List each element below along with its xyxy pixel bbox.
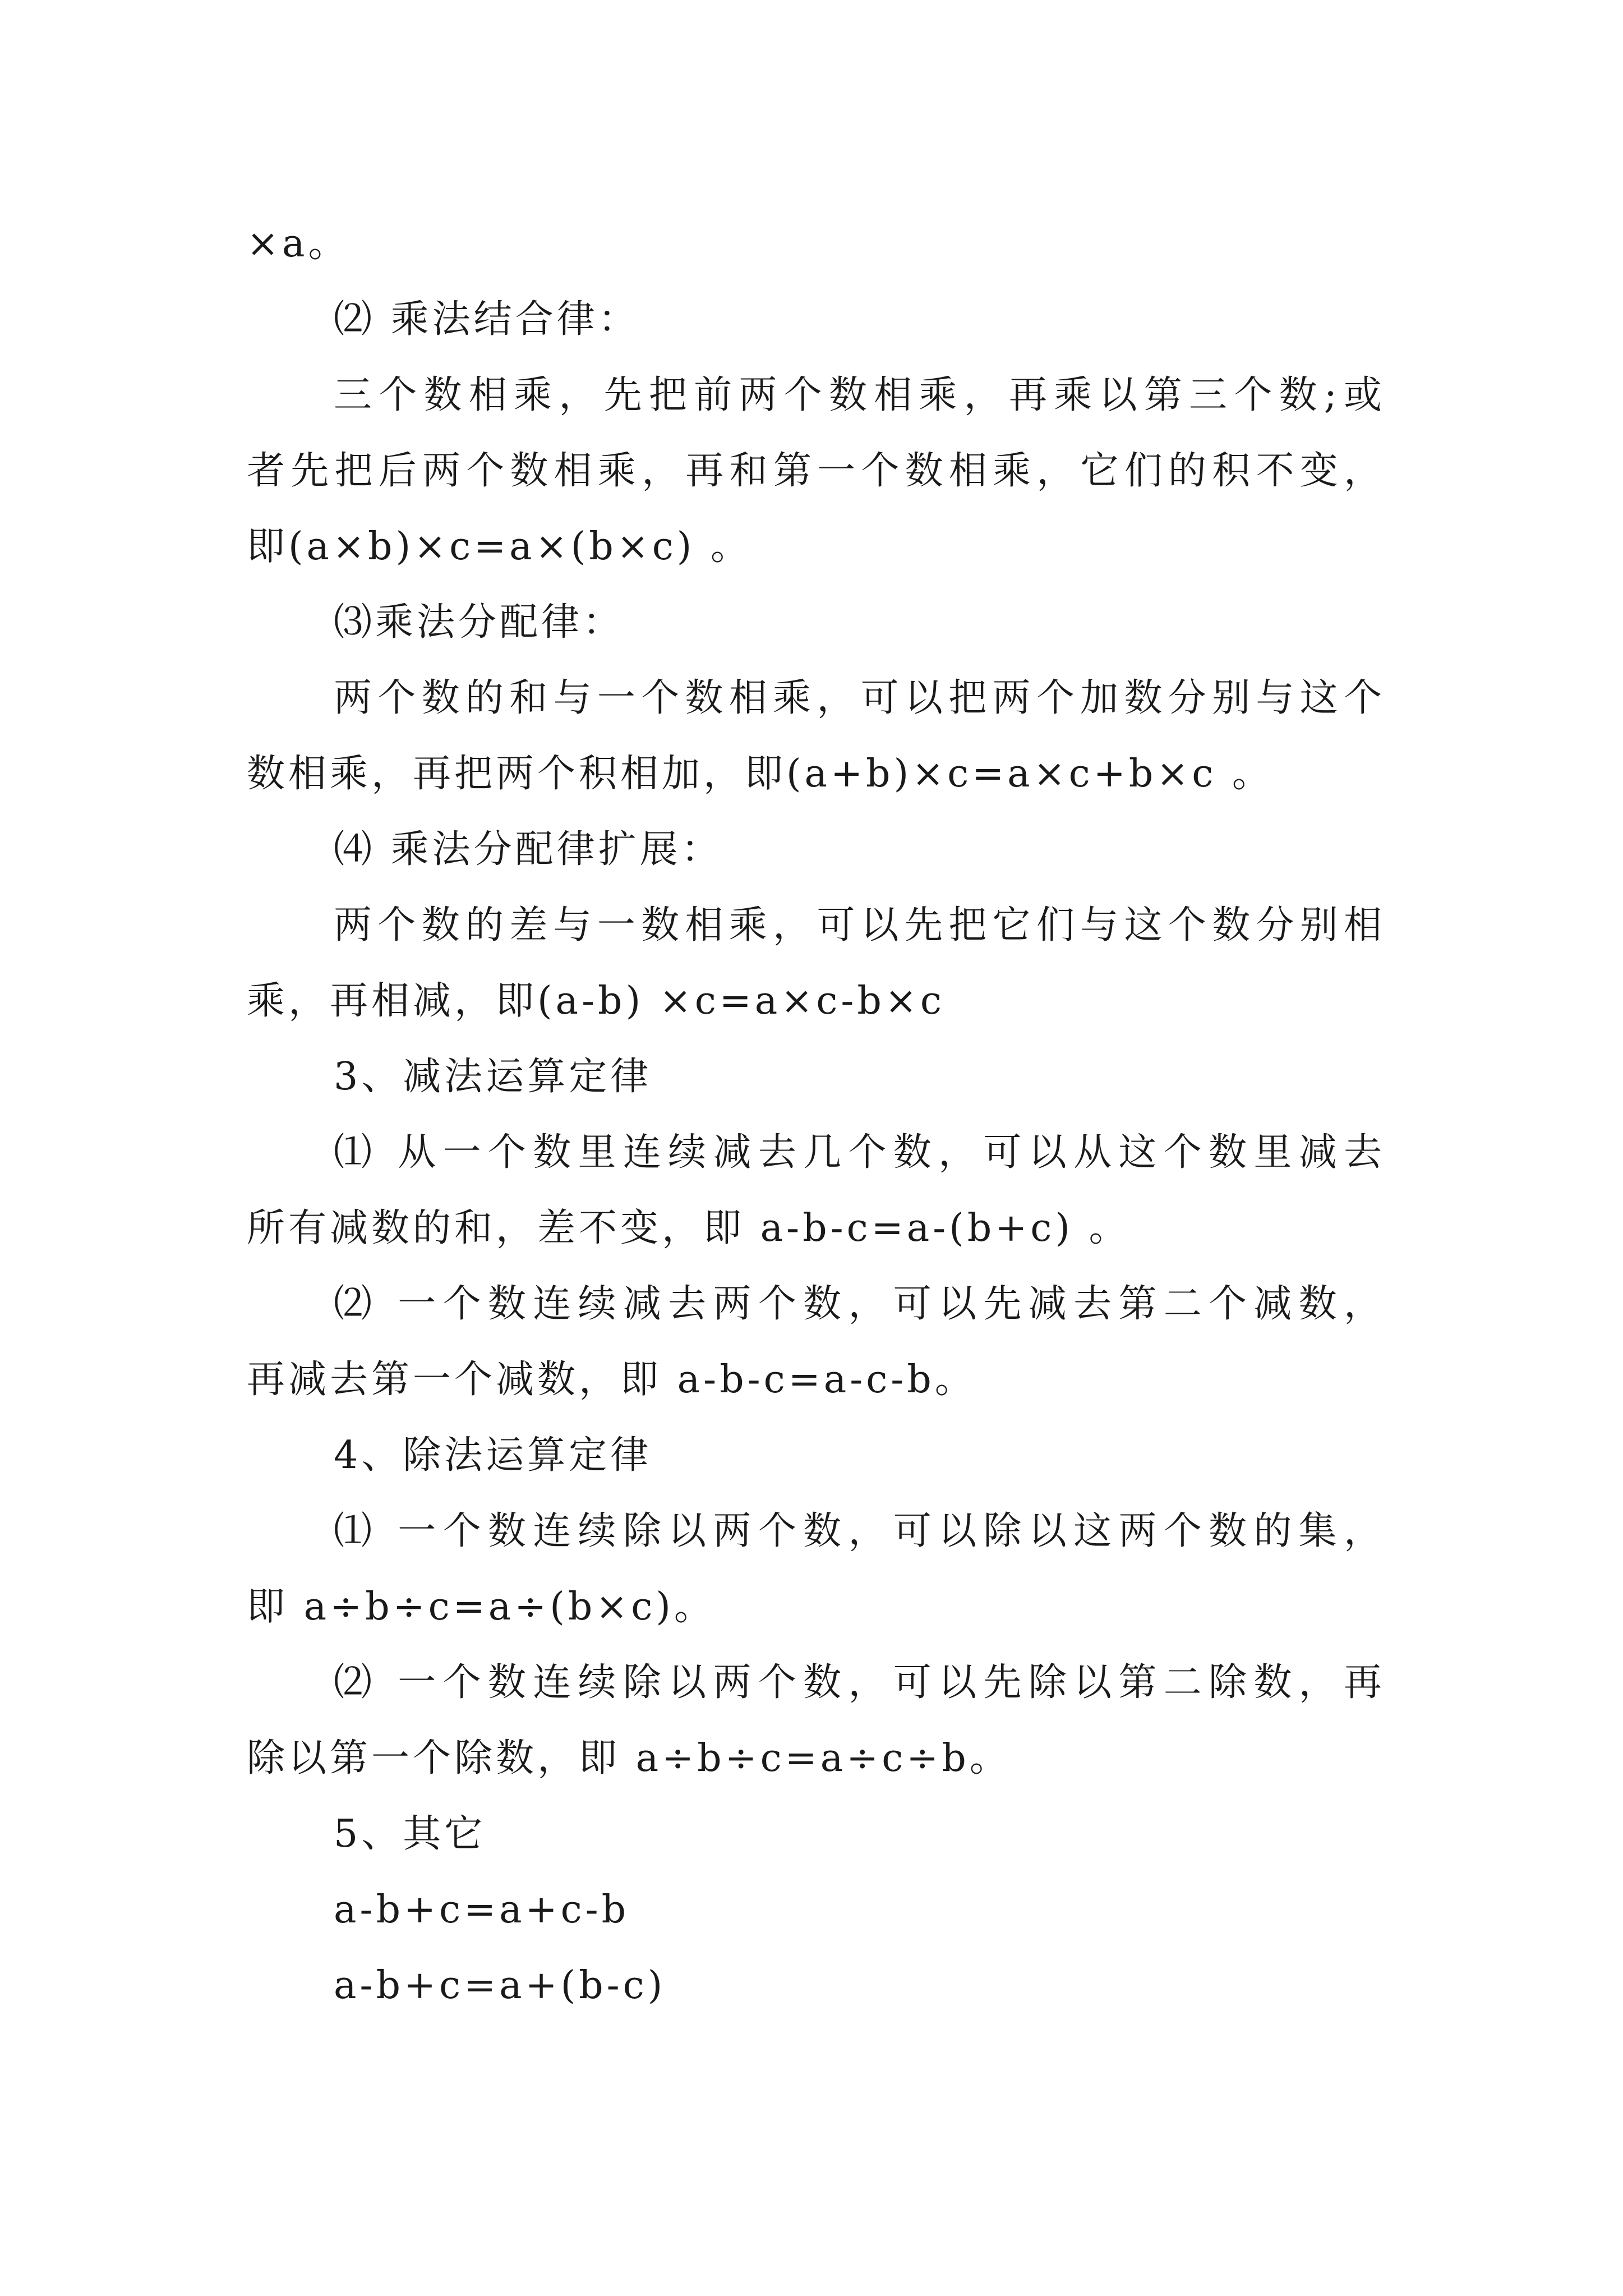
section-heading-subtraction: 3、减法运算定律 (334, 1055, 652, 1099)
subheading-distributive-law: ⑶乘法分配律： (334, 600, 625, 645)
subheading-associative-law: ⑵ 乘法结合律： (334, 297, 640, 342)
text-line-21: 除以第一个除数，即 a÷b÷c=a÷c÷b。 (247, 1736, 1011, 1780)
text-line-13: ⑴ 从一个数里连续减去几个数，可以从这个数里减去 (334, 1130, 1385, 1175)
text-line-16: 再减去第一个减数，即 a-b-c=a-c-b。 (247, 1358, 976, 1402)
text-line-14: 所有减数的和，差不变，即 a-b-c=a-(b+c) 。 (247, 1206, 1131, 1250)
text-line-11: 乘，再相减，即(a-b) ×c=a×c-b×c (247, 979, 945, 1023)
section-heading-other: 5、其它 (334, 1812, 486, 1856)
text-line-18: ⑴ 一个数连续除以两个数，可以除以这两个数的集， (334, 1509, 1385, 1553)
text-line-15: ⑵ 一个数连续减去两个数，可以先减去第二个减数， (334, 1282, 1385, 1326)
text-line-4: 者先把后两个数相乘，再和第一个数相乘，它们的积不变， (247, 449, 1385, 493)
text-line-1: ×a。 (247, 222, 350, 266)
formula-line-2: a-b+c=a+(b-c) (334, 1963, 666, 2008)
text-line-8: 数相乘，再把两个积相加，即(a+b)×c=a×c+b×c 。 (247, 752, 1274, 796)
text-line-5: 即(a×b)×c=a×(b×c) 。 (247, 524, 752, 569)
text-line-20: ⑵ 一个数连续除以两个数，可以先除以第二除数，再 (334, 1660, 1385, 1705)
section-heading-division: 4、除法运算定律 (334, 1433, 652, 1478)
text-line-10: 两个数的差与一数相乘，可以先把它们与这个数分别相 (334, 903, 1385, 947)
text-line-7: 两个数的和与一个数相乘，可以把两个加数分别与这个 (334, 676, 1385, 720)
formula-line-1: a-b+c=a+c-b (334, 1888, 630, 1932)
text-line-3: 三个数相乘，先把前两个数相乘，再乘以第三个数;或 (334, 373, 1385, 417)
text-line-19: 即 a÷b÷c=a÷(b×c)。 (247, 1585, 716, 1629)
subheading-distributive-extension: ⑷ 乘法分配律扩展： (334, 827, 723, 872)
